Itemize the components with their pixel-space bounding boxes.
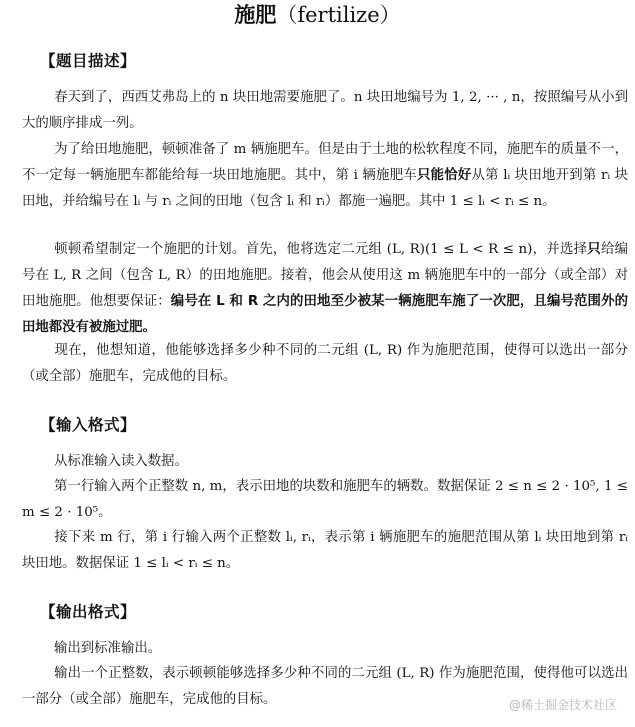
section-heading-output: 【输出格式】 xyxy=(40,603,137,621)
emphasis-goal: 编号在 L 和 R 之内的田地至少被某一辆施肥车施了一次肥，且编号范围外的田地都没有被施过肥。 xyxy=(22,294,628,335)
output-paragraph-2: 输出一个正整数，表示顿顿能够选择多少种不同的二元组 (L, R) 作为施肥范围，使得他可以选出一部分（或全部）施肥车，完成他的目标。 xyxy=(22,666,628,707)
emphasis-only: 只 xyxy=(587,242,601,257)
watermark: @稀土掘金技术社区 xyxy=(508,698,617,712)
description-paragraph-4: 现在，他想知道，他能够选择多少种不同的二元组 (L, R) 作为施肥范围，使得可以选出一部分（或全部）施肥车，完成他的目标。 xyxy=(22,343,628,384)
title-english: （fertilize） xyxy=(276,3,401,27)
description-paragraph-2: 为了给田地施肥，顿顿准备了 m 辆施肥车。但是由于土地的松软程度不同，施肥车的质量不一，不一定每一辆施肥车都能给每一块田地施肥。其中，第 i 辆施肥车只能恰好从第 lᵢ 块田地开到第 rᵢ 块田地，并给编号在 lᵢ 与 rᵢ 之间的田地（包含 lᵢ 和 rᵢ）都施一遍肥。其中 1 ≤ lᵢ < rᵢ ≤ n。 xyxy=(22,142,629,209)
output-paragraph-1: 输出到标准输出。 xyxy=(54,641,162,656)
description-paragraph-1: 春天到了，西西艾弗岛上的 n 块田地需要施肥了。n 块田地编号为 1, 2, ··· , n，按照编号从小到大的顺序排成一列。 xyxy=(22,90,628,131)
emphasis-only-exactly: 只能恰好 xyxy=(416,168,472,183)
page-title xyxy=(0,0,635,30)
input-paragraph-2: 第一行输入两个正整数 n, m，表示田地的块数和施肥车的辆数。数据保证 2 ≤ n ≤ 2 · 10⁵, 1 ≤ m ≤ 2 · 10⁵。 xyxy=(22,479,628,520)
description-paragraph-3: 顿顿希望制定一个施肥的计划。首先，他将选定二元组 (L, R)(1 ≤ L < R ≤ n)，并选择只给编号在 L, R 之间（包含 L, R）的田地施肥。接着，他会从使用这 m 辆施肥车中的一部分（或全部）对田地施肥。他想要保证：编号在 L 和 R 之内的田地至少被某一辆施肥车施了一次肥，且编号范围外的田地都没有被施过肥。 xyxy=(22,242,629,335)
section-heading-description: 【题目描述】 xyxy=(40,52,137,70)
input-paragraph-1: 从标准输入读入数据。 xyxy=(54,454,188,469)
title-chinese: 施肥 xyxy=(234,2,277,27)
input-paragraph-3: 接下来 m 行，第 i 行输入两个正整数 lᵢ, rᵢ，表示第 i 辆施肥车的施肥范围从第 lᵢ 块田地到第 rᵢ 块田地。数据保证 1 ≤ lᵢ < rᵢ ≤ n。 xyxy=(22,530,628,571)
section-heading-input: 【输入格式】 xyxy=(40,416,137,434)
